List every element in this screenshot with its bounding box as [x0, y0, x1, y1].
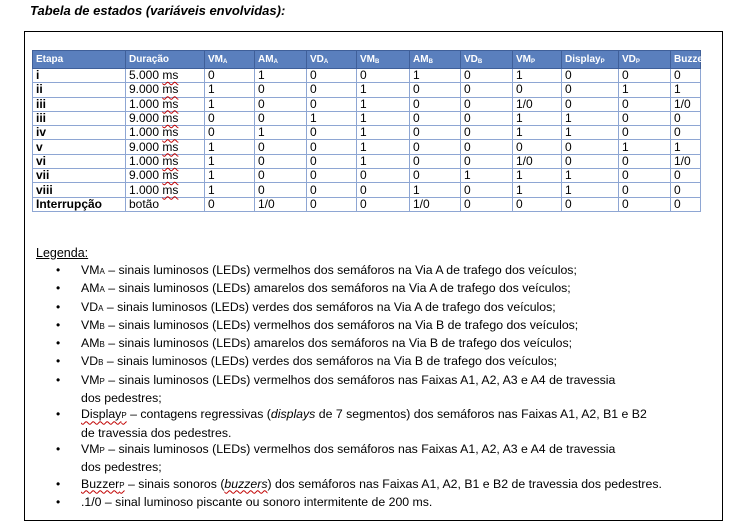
bullet-icon: • [56, 281, 61, 296]
legend-code-subscript: P [119, 480, 125, 490]
state-cell: 1/0 [513, 97, 562, 111]
column-header-subscript: P [531, 59, 536, 65]
states-table [32, 50, 711, 212]
state-cell: 0 [461, 183, 513, 197]
legend-code: VM [81, 441, 100, 456]
state-cell: 1 [513, 111, 562, 125]
duration-value: 9.000 [129, 139, 160, 154]
legend-code-subscript: P [121, 411, 127, 421]
duration-unit: ms [162, 111, 179, 126]
table-row [33, 140, 701, 154]
bullet-icon: • [56, 494, 61, 509]
legend-text-after: de 7 segmentos) dos semáforos nas Faixas A1, A2, B1 e B2 [315, 407, 647, 422]
state-cell: 0 [255, 183, 307, 197]
state-cell: 1 [357, 154, 410, 168]
etapa-cell: ii [33, 83, 126, 97]
state-cell: 1 [562, 111, 619, 125]
state-cell: 0 [671, 111, 701, 125]
state-cell: 0 [307, 69, 357, 83]
legend-code-subscript: A [99, 285, 105, 295]
state-cell: 0 [410, 154, 461, 168]
duration-value: 9.000 [129, 168, 160, 183]
state-cell: 0 [307, 97, 357, 111]
column-header [255, 51, 307, 69]
table-row [33, 169, 701, 183]
legend-item [38, 335, 718, 353]
state-cell: 1 [205, 183, 255, 197]
column-header-subscript: A [323, 59, 329, 65]
etapa-cell: vi [33, 154, 126, 168]
column-header-label: AM [258, 54, 274, 65]
etapa-cell: Interrupção [33, 197, 126, 211]
legend-item [38, 494, 718, 510]
duration-value: 1.000 [129, 153, 160, 168]
column-header [205, 51, 255, 69]
legend-text: – sinais luminosos (LEDs) vermelhos dos semáforos nas Faixas A1, A2, A3 e A4 de travessia [104, 372, 616, 387]
legend-code-subscript: B [99, 340, 105, 350]
state-cell: 0 [461, 97, 513, 111]
legend-item [38, 280, 718, 298]
table-header-row [33, 51, 701, 69]
state-cell: 1 [205, 169, 255, 183]
state-cell: 1 [562, 126, 619, 140]
duration-cell [126, 197, 205, 211]
state-cell: 0 [205, 126, 255, 140]
state-cell: 1 [205, 154, 255, 168]
legend-code: AM [81, 336, 100, 351]
bullet-icon: • [56, 354, 61, 369]
duration-unit: ms [162, 68, 179, 83]
duration-cell [126, 83, 205, 97]
legend-item [38, 317, 718, 335]
bullet-icon: • [56, 317, 61, 332]
duration-cell [126, 183, 205, 197]
state-cell: 1 [255, 126, 307, 140]
state-cell: 0 [410, 126, 461, 140]
column-header-subscript: B [375, 59, 380, 65]
duration-value: 9.000 [129, 82, 160, 97]
legend-text: – contagens regressivas ( [126, 407, 271, 422]
state-cell: 0 [513, 83, 562, 97]
state-cell: 1 [513, 169, 562, 183]
legend-emphasis: buzzers [224, 476, 268, 491]
state-cell: 0 [357, 183, 410, 197]
column-header-subscript: B [477, 59, 483, 65]
state-cell: 0 [255, 154, 307, 168]
table-row [33, 97, 701, 111]
state-cell: 1 [513, 69, 562, 83]
state-cell: 0 [205, 197, 255, 211]
state-cell: 0 [671, 169, 701, 183]
state-cell: 0 [461, 111, 513, 125]
state-cell: 0 [461, 69, 513, 83]
state-cell: 0 [562, 140, 619, 154]
duration-unit: ms [162, 125, 179, 140]
state-cell: 0 [513, 140, 562, 154]
duration-cell [126, 154, 205, 168]
state-cell: 0 [410, 140, 461, 154]
etapa-cell: iii [33, 111, 126, 125]
state-cell: 0 [357, 69, 410, 83]
state-cell: 0 [562, 154, 619, 168]
bullet-icon: • [56, 372, 61, 387]
legend-text: – sinais luminosos (LEDs) verdes dos semáforos na Via B de trafego dos veículos; [103, 354, 558, 369]
column-header-label: VM [208, 54, 223, 65]
duration-unit: ms [162, 139, 179, 154]
column-header-label: Buzzer [674, 54, 707, 65]
state-cell: 0 [410, 111, 461, 125]
state-cell: 1 [513, 126, 562, 140]
legend-code: Buzzer [81, 476, 120, 491]
state-cell: 1/0 [671, 97, 701, 111]
state-cell: 1 [357, 111, 410, 125]
column-header [126, 51, 205, 69]
state-cell: 0 [562, 69, 619, 83]
column-header [357, 51, 410, 69]
duration-cell [126, 169, 205, 183]
state-cell: 1/0 [410, 197, 461, 211]
legend-text: – sinais luminosos (LEDs) vermelhos dos semáforos na Via A de trafego dos veículos; [104, 263, 577, 277]
duration-unit: ms [162, 96, 179, 111]
duration-unit: ms [162, 182, 179, 197]
duration-value: 1.000 [129, 125, 160, 140]
column-header-label: Etapa [36, 54, 64, 65]
state-cell: 1 [357, 126, 410, 140]
duration-cell [126, 111, 205, 125]
column-header-label: VD [310, 54, 324, 65]
state-cell: 0 [307, 169, 357, 183]
legend-item [38, 372, 718, 407]
state-cell: 0 [671, 197, 701, 211]
state-cell: 0 [255, 111, 307, 125]
state-cell: 0 [562, 83, 619, 97]
legend-text: – sinais luminosos (LEDs) amarelos dos semáforos na Via A de trafego dos veículos; [104, 281, 571, 296]
state-cell: 0 [671, 69, 701, 83]
state-cell: 1 [357, 97, 410, 111]
state-cell: 0 [255, 140, 307, 154]
bullet-icon: • [56, 407, 61, 422]
duration-unit: ms [162, 168, 179, 183]
etapa-cell: v [33, 140, 126, 154]
etapa-cell: vii [33, 169, 126, 183]
legend-item [38, 476, 718, 494]
state-cell: 0 [619, 169, 671, 183]
table-row [33, 111, 701, 125]
duration-unit: ms [162, 82, 179, 97]
column-header-subscript: P [635, 59, 640, 65]
column-header-label: Display [565, 54, 601, 65]
legend-item [38, 406, 718, 441]
legend-list [38, 262, 718, 510]
state-cell: 0 [205, 69, 255, 83]
state-cell: 0 [671, 183, 701, 197]
state-cell: 0 [619, 154, 671, 168]
column-header [562, 51, 619, 69]
column-header-label: VD [464, 54, 478, 65]
state-cell: 0 [410, 83, 461, 97]
state-cell: 0 [461, 140, 513, 154]
column-header-subscript: A [273, 59, 278, 65]
bullet-icon: • [56, 299, 61, 314]
state-cell: 0 [307, 83, 357, 97]
legend-item [38, 299, 718, 317]
legend-code-subscript: A [98, 303, 104, 313]
state-cell: 0 [619, 183, 671, 197]
legend-code-subscript: B [98, 358, 104, 368]
state-cell: 0 [357, 197, 410, 211]
table-row [33, 154, 701, 168]
state-cell: 0 [357, 169, 410, 183]
state-cell: 0 [307, 140, 357, 154]
state-cell: 0 [619, 126, 671, 140]
legend-text: .1/0 – sinal luminoso piscante ou sonoro intermitente de 200 ms. [81, 494, 433, 509]
duration-unit: ms [162, 153, 179, 168]
page-heading: Tabela de estados (variáveis envolvidas): [30, 3, 286, 18]
table-row [33, 69, 701, 83]
state-cell: 0 [671, 126, 701, 140]
legend-text: – sinais sonoros ( [124, 476, 225, 491]
legend-text: – sinais luminosos (LEDs) vermelhos dos semáforos na Via B de trafego dos veículos; [104, 317, 579, 332]
state-cell: 0 [307, 183, 357, 197]
state-cell: 0 [619, 197, 671, 211]
legend-code: AM [81, 281, 100, 296]
legend-item [38, 441, 718, 476]
state-cell: 0 [461, 197, 513, 211]
bullet-icon: • [56, 441, 61, 456]
legend-code: VM [81, 317, 100, 332]
state-cell: 0 [461, 83, 513, 97]
state-cell: 0 [307, 197, 357, 211]
legend-text-after: ) dos semáforos nas Faixas A1, A2, B1 e B2 de travessia dos pedestres. [267, 476, 662, 491]
column-header-subscript: P [600, 59, 605, 65]
legend-code-subscript: P [99, 376, 105, 386]
legend-text: – sinais luminosos (LEDs) amarelos dos semáforos na Via B de trafego dos veículos; [104, 336, 573, 351]
duration-cell [126, 140, 205, 154]
legend-code: VD [81, 299, 99, 314]
state-cell: 1 [562, 169, 619, 183]
state-cell: 0 [255, 169, 307, 183]
bullet-icon: • [56, 336, 61, 351]
table-row [33, 83, 701, 97]
legend-code: VM [81, 372, 100, 387]
state-cell: 1 [513, 183, 562, 197]
column-header [33, 51, 126, 69]
state-cell: 1 [205, 83, 255, 97]
table-row [33, 183, 701, 197]
column-header-label: VM [516, 54, 531, 65]
column-header [307, 51, 357, 69]
legend-code-subscript: A [99, 267, 105, 276]
duration-value: 9.000 [129, 111, 160, 126]
state-cell: 1 [357, 140, 410, 154]
legend-code: Display [81, 407, 122, 422]
state-cell: 0 [255, 97, 307, 111]
state-cell: 1 [307, 111, 357, 125]
state-cell: 1/0 [671, 154, 701, 168]
legend-code-subscript: B [99, 321, 105, 331]
state-cell: 0 [410, 169, 461, 183]
state-cell: 1 [619, 83, 671, 97]
state-cell: 1 [671, 140, 701, 154]
state-cell: 1 [410, 69, 461, 83]
state-cell: 1 [205, 97, 255, 111]
etapa-cell: i [33, 69, 126, 83]
duration-value: 5.000 [129, 68, 160, 83]
column-header [513, 51, 562, 69]
duration-cell [126, 97, 205, 111]
duration-value: botão [129, 196, 160, 211]
state-cell: 0 [513, 197, 562, 211]
legend-title: Legenda: [36, 246, 89, 260]
bullet-icon: • [56, 476, 61, 491]
state-cell: 1 [461, 169, 513, 183]
bullet-icon: • [56, 263, 61, 277]
state-cell: 0 [619, 97, 671, 111]
state-cell: 0 [619, 111, 671, 125]
state-cell: 1 [255, 69, 307, 83]
column-header-subscript: P [706, 59, 711, 65]
legend-continuation: dos pedestres; [81, 460, 162, 475]
state-cell: 1 [671, 83, 701, 97]
state-cell: 0 [562, 197, 619, 211]
etapa-cell: iv [33, 126, 126, 140]
state-cell: 0 [255, 83, 307, 97]
legend-code: VM [81, 263, 100, 277]
state-cell: 0 [307, 126, 357, 140]
legend-continuation: de travessia dos pedestres. [81, 425, 232, 440]
table-row [33, 197, 701, 211]
column-header [410, 51, 461, 69]
etapa-cell: iii [33, 97, 126, 111]
table-row [33, 126, 701, 140]
state-cell: 0 [461, 154, 513, 168]
state-cell: 1 [619, 140, 671, 154]
column-header-label: VM [360, 54, 375, 65]
column-header [619, 51, 671, 69]
state-cell: 0 [205, 111, 255, 125]
duration-cell [126, 69, 205, 83]
column-header-subscript: B [428, 59, 433, 65]
duration-value: 1.000 [129, 96, 160, 111]
state-cell: 0 [619, 69, 671, 83]
state-cell: 1/0 [513, 154, 562, 168]
legend-continuation: dos pedestres; [81, 391, 162, 406]
state-cell: 1 [205, 140, 255, 154]
legend-item [38, 262, 718, 280]
etapa-cell: viii [33, 183, 126, 197]
state-cell: 0 [562, 97, 619, 111]
legend-text: – sinais luminosos (LEDs) vermelhos dos semáforos nas Faixas A1, A2, A3 e A4 de travessia [104, 441, 616, 456]
column-header [461, 51, 513, 69]
state-cell: 1 [562, 183, 619, 197]
column-header-label: AM [413, 54, 429, 65]
legend-text: – sinais luminosos (LEDs) verdes dos semáforos na Via A de trafego dos veículos; [103, 299, 556, 314]
state-cell: 1/0 [255, 197, 307, 211]
column-header-label: Duração [129, 54, 170, 65]
duration-value: 1.000 [129, 182, 160, 197]
legend-code: VD [81, 354, 99, 369]
state-cell: 0 [307, 154, 357, 168]
state-cell: 1 [357, 83, 410, 97]
column-header-subscript: A [223, 59, 228, 65]
table-body [33, 69, 701, 212]
legend-item [38, 353, 718, 371]
column-header [671, 51, 711, 69]
state-cell: 0 [461, 126, 513, 140]
state-cell: 0 [410, 97, 461, 111]
duration-cell [126, 126, 205, 140]
state-cell: 1 [410, 183, 461, 197]
legend-code-subscript: P [99, 445, 105, 455]
column-header-label: VD [622, 54, 636, 65]
legend-emphasis: displays [270, 407, 316, 422]
